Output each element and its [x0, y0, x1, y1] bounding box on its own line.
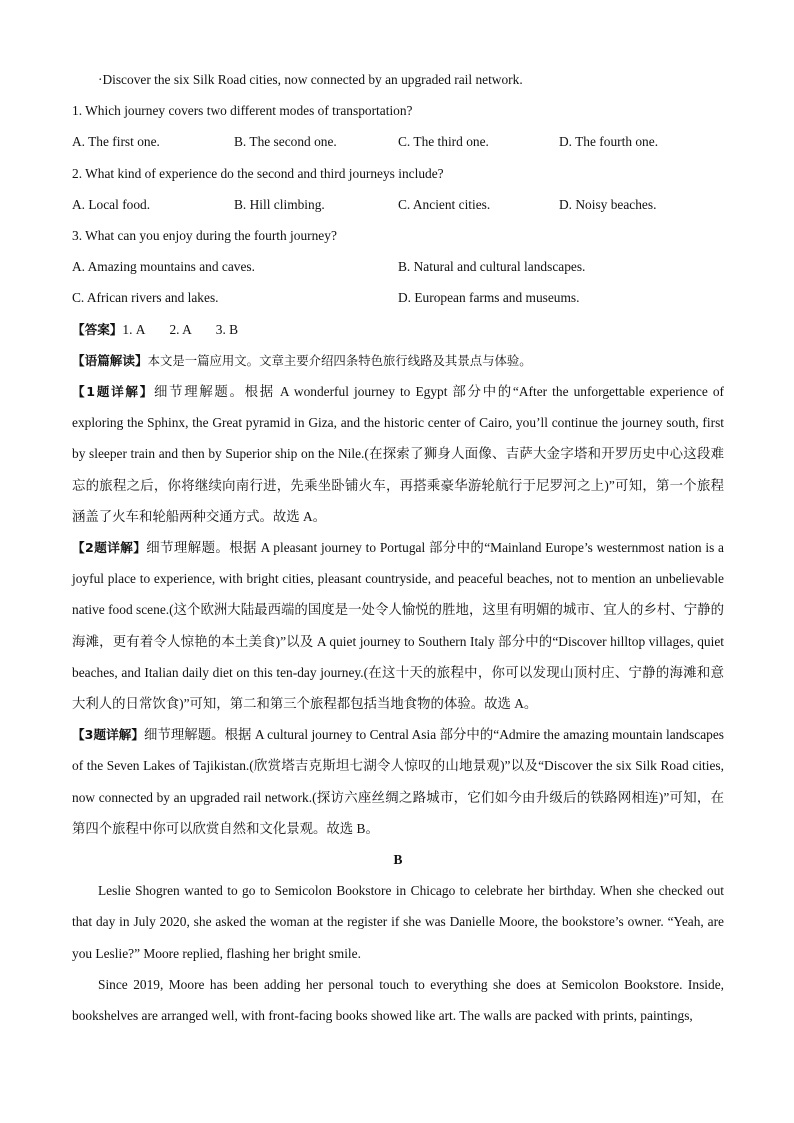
question-2-options	[72, 189, 724, 220]
option-a: A. Amazing mountains and caves.	[72, 259, 255, 275]
explanation-3-tag: 【3题详解】	[72, 727, 144, 743]
intro-line: ·Discover the six Silk Road cities, now connected by an upgraded rail network.	[98, 72, 523, 87]
passage-analysis	[72, 345, 724, 376]
analysis-text: 本文是一篇应用文。文章主要介绍四条特色旅行线路及其景点与体验。	[147, 352, 532, 368]
answer-1: 1. A	[122, 321, 146, 337]
option-a: A. Local food.	[72, 196, 151, 212]
answer-2: 2. A	[169, 321, 192, 337]
answer-key	[72, 314, 724, 345]
option-b: B. The second one.	[234, 134, 337, 150]
section-heading: B	[393, 852, 403, 868]
explanation-2-tag: 【2题详解】	[72, 540, 147, 556]
answer-3: 3. B	[215, 321, 239, 337]
document-page	[72, 64, 724, 1031]
option-d: D. European farms and museums.	[398, 290, 580, 306]
question-1-stem: 1. Which journey covers two different modes of transportation?	[72, 103, 413, 119]
question-1-options	[72, 126, 724, 157]
explanation-2	[72, 532, 724, 719]
option-c: C. Ancient cities.	[398, 196, 491, 212]
question-3-options-row-2	[72, 282, 724, 313]
option-c: C. African rivers and lakes.	[72, 290, 219, 306]
explanation-1-text: 细节理解题。根据 A wonderful journey to Egypt 部分中的“After the unforgettable experience of exploring the Sphinx, the Great pyramid in Giza, and the historic center of Cairo, you’ll continue the journey south, first by sleeper train and then by Superior ship on the Nile.(在探索了狮身人面像、吉萨大金字塔和开罗历史中心这段难忘的旅程之后，你将继续向南行进，先乘坐卧铺火车，再搭乘豪华游轮航行于尼罗河之上)”可知，第一个旅程涵盖了火车和轮船两种交通方式。故选 A。	[72, 384, 724, 524]
explanation-1-tag: 【1题详解】	[72, 384, 155, 400]
option-b: B. Natural and cultural landscapes.	[398, 259, 586, 275]
explanation-1	[72, 376, 724, 532]
option-d: D. The fourth one.	[559, 134, 659, 150]
answer-tag: 【答案】	[72, 321, 123, 337]
explanation-3	[72, 719, 724, 844]
question-2-stem: 2. What kind of experience do the second and third journeys include?	[72, 165, 444, 181]
option-c: C. The third one.	[398, 134, 489, 150]
explanation-2-text: 细节理解题。根据 A pleasant journey to Portugal 部分中的“Mainland Europe’s westernmost nation is a joyful place to experience, with bright cities, pleasant countryside, and peaceful beaches, not to mention an unbelievable native food scene.(这个欧洲大陆最西端的国度是一处令人愉悦的胜地，这里有明媚的城市、宜人的乡村、宁静的海滩，更有着令人惊艳的本土美食)”以及 A quiet journey to Southern Italy 部分中的“Discover hilltop villages, quiet beaches, and Italian daily diet on this ten-day journey.(在这十天的旅程中，你可以发现山顶村庄、宁静的海滩和意大利人的日常饮食)”可知，第二和第三个旅程都包括当地食物的体验。故选 A。	[72, 540, 725, 712]
passage-paragraph-2: Since 2019, Moore has been adding her personal touch to everything she does at Semicolon Bookstore. Inside, bookshelves are arranged well, with front-facing books showed like art. The walls are packed with prints, paintings,	[72, 976, 724, 1024]
option-a: A. The first one.	[72, 134, 160, 150]
explanation-3-text: 细节理解题。根据 A cultural journey to Central Asia 部分中的“Admire the amazing mountain landscapes of the Seven Lakes of Tajikistan.(欣赏塔吉克斯坦七湖令人惊叹的山地景观)”以及“Discover the six Silk Road cities, now connected by an upgraded rail network.(探访六座丝绸之路城市，它们如今由升级后的铁路网相连)”可知，在第四个旅程中你可以欣赏自然和文化景观。故选 B。	[72, 727, 725, 836]
passage-paragraph-1: Leslie Shogren wanted to go to Semicolon Bookstore in Chicago to celebrate her birthday. When she checked out that day in July 2020, she asked the woman at the register if she was Danielle Moore, the bookstore’s owner. “Yeah, are you Leslie?” Moore replied, flashing her bright smile.	[72, 883, 724, 961]
option-b: B. Hill climbing.	[234, 196, 325, 212]
question-3-stem: 3. What can you enjoy during the fourth journey?	[72, 228, 337, 244]
option-d: D. Noisy beaches.	[559, 196, 657, 212]
analysis-tag: 【语篇解读】	[72, 352, 148, 368]
question-3-options-row-1	[72, 251, 724, 282]
